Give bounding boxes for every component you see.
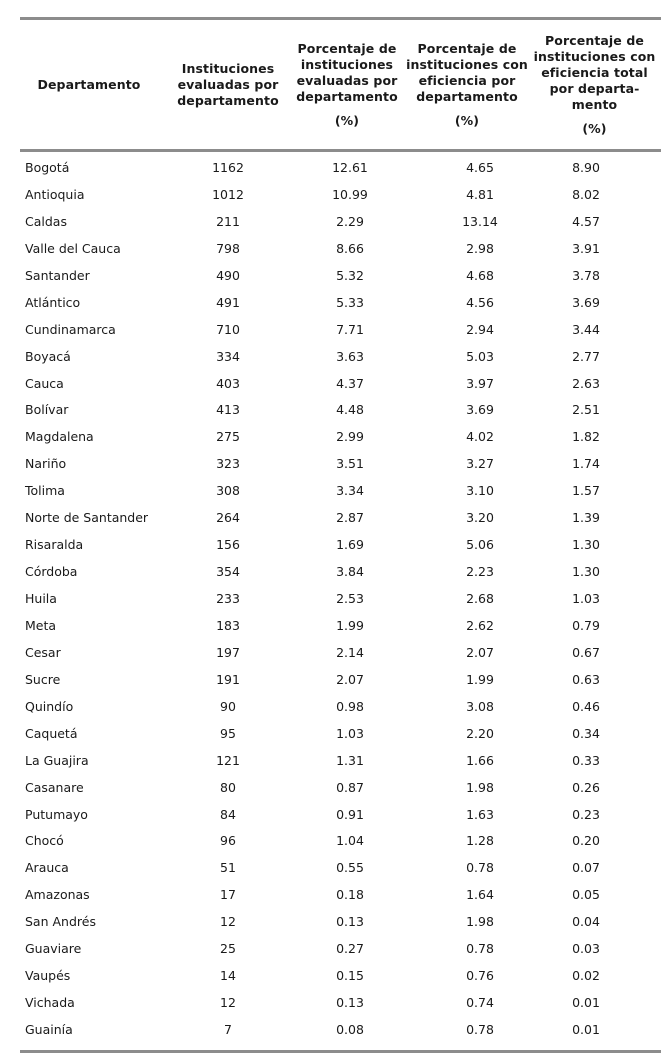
table-row	[20, 263, 661, 290]
table-row	[20, 882, 661, 909]
cell-departamento: Caquetá	[25, 725, 78, 741]
cell-porcentaje-evaluadas: 2.07	[336, 671, 364, 687]
cell-instituciones: 95	[220, 725, 236, 741]
cell-porcentaje-eficiencia-total: 8.90	[572, 160, 600, 175]
table-row	[20, 236, 661, 263]
table-row	[20, 371, 661, 398]
cell-porcentaje-eficiencia-total: 1.57	[572, 483, 600, 499]
cell-porcentaje-eficiencia: 3.20	[466, 510, 494, 526]
cell-porcentaje-evaluadas: 2.14	[336, 644, 364, 660]
table-row	[20, 855, 661, 882]
cell-porcentaje-eficiencia: 1.98	[466, 779, 494, 795]
cell-porcentaje-evaluadas: 1.31	[336, 752, 364, 768]
cell-departamento: Putumayo	[25, 806, 88, 822]
cell-instituciones: 323	[216, 456, 240, 472]
cell-porcentaje-eficiencia-total: 3.78	[572, 267, 600, 283]
cell-instituciones: 7	[224, 1022, 232, 1037]
cell-instituciones: 17	[220, 887, 236, 903]
cell-instituciones: 25	[220, 941, 236, 957]
header-text: Instituciones evaluadas por departamento	[177, 60, 279, 108]
cell-porcentaje-evaluadas: 1.99	[336, 617, 364, 633]
table-row	[20, 586, 661, 613]
table-row	[20, 209, 661, 236]
cell-porcentaje-eficiencia: 3.27	[466, 456, 494, 472]
bottom-rule	[20, 1050, 661, 1053]
table-row	[20, 478, 661, 505]
cell-departamento: Arauca	[25, 860, 69, 876]
cell-departamento: Antioquia	[25, 186, 85, 202]
cell-porcentaje-eficiencia: 4.02	[466, 429, 494, 445]
cell-instituciones: 96	[220, 833, 236, 849]
cell-porcentaje-evaluadas: 0.18	[336, 887, 364, 903]
cell-departamento: Vichada	[25, 995, 75, 1011]
cell-departamento: Atlántico	[25, 294, 81, 310]
header-unit: (%)	[334, 112, 360, 128]
cell-departamento: Guaviare	[25, 941, 82, 957]
cell-porcentaje-evaluadas: 3.63	[336, 348, 364, 364]
cell-porcentaje-evaluadas: 5.32	[336, 267, 364, 283]
header-text: Porcentaje de instituciones con eficiencia por departamento	[406, 40, 528, 104]
cell-porcentaje-eficiencia: 1.66	[466, 752, 494, 768]
cell-porcentaje-evaluadas: 0.13	[336, 914, 364, 930]
table-row	[20, 1017, 661, 1044]
cell-porcentaje-eficiencia: 2.98	[466, 240, 494, 256]
cell-porcentaje-evaluadas: 1.04	[336, 833, 364, 849]
cell-porcentaje-eficiencia-total: 1.82	[572, 429, 600, 445]
cell-instituciones: 308	[216, 483, 240, 499]
cell-porcentaje-evaluadas: 7.71	[336, 321, 364, 337]
table-row	[20, 909, 661, 936]
cell-departamento: Cundinamarca	[25, 321, 116, 337]
table-row	[20, 694, 661, 721]
cell-porcentaje-eficiencia: 2.94	[466, 321, 494, 337]
cell-porcentaje-evaluadas: 2.87	[336, 510, 364, 526]
header-porcentaje-evaluadas	[290, 20, 404, 149]
cell-porcentaje-eficiencia-total: 8.02	[572, 186, 600, 202]
cell-departamento: La Guajira	[25, 752, 89, 768]
cell-departamento: Risaralda	[25, 537, 84, 553]
cell-porcentaje-eficiencia: 3.97	[466, 375, 494, 391]
cell-porcentaje-eficiencia-total: 1.30	[572, 537, 600, 553]
header-text: Porcentaje de instituciones evaluadas por departamento	[296, 40, 398, 104]
cell-porcentaje-eficiencia: 5.06	[466, 537, 494, 553]
cell-instituciones: 191	[216, 671, 240, 687]
cell-departamento: Boyacá	[25, 348, 71, 364]
cell-porcentaje-evaluadas: 4.37	[336, 375, 364, 391]
cell-departamento: Chocó	[25, 833, 64, 849]
cell-departamento: San Andrés	[25, 914, 96, 930]
cell-porcentaje-eficiencia: 2.20	[466, 725, 494, 741]
cell-porcentaje-eficiencia: 3.08	[466, 698, 494, 714]
cell-porcentaje-eficiencia: 1.98	[466, 914, 494, 930]
header-text: Departamento	[37, 76, 141, 92]
header-departamento	[20, 20, 158, 149]
cell-departamento: Guainía	[25, 1022, 73, 1037]
cell-porcentaje-eficiencia-total: 0.20	[572, 833, 600, 849]
cell-porcentaje-eficiencia: 0.78	[466, 860, 494, 876]
table-row	[20, 155, 661, 182]
cell-departamento: Bogotá	[25, 160, 70, 175]
cell-instituciones: 403	[216, 375, 240, 391]
cell-instituciones: 264	[216, 510, 240, 526]
cell-porcentaje-eficiencia: 1.63	[466, 806, 494, 822]
cell-instituciones: 275	[216, 429, 240, 445]
cell-porcentaje-eficiencia-total: 0.46	[572, 698, 600, 714]
cell-porcentaje-eficiencia-total: 0.01	[572, 1022, 600, 1037]
cell-porcentaje-eficiencia-total: 1.74	[572, 456, 600, 472]
cell-instituciones: 334	[216, 348, 240, 364]
cell-porcentaje-evaluadas: 8.66	[336, 240, 364, 256]
cell-departamento: Cauca	[25, 375, 64, 391]
cell-porcentaje-eficiencia: 4.81	[466, 186, 494, 202]
table-row	[20, 505, 661, 532]
cell-porcentaje-eficiencia: 1.28	[466, 833, 494, 849]
cell-instituciones: 710	[216, 321, 240, 337]
cell-instituciones: 80	[220, 779, 236, 795]
header-porcentaje-eficiencia	[406, 20, 528, 149]
cell-porcentaje-eficiencia-total: 1.30	[572, 564, 600, 580]
cell-departamento: Tolima	[25, 483, 65, 499]
cell-departamento: Santander	[25, 267, 90, 283]
cell-porcentaje-evaluadas: 4.48	[336, 402, 364, 418]
cell-porcentaje-evaluadas: 0.27	[336, 941, 364, 957]
cell-instituciones: 90	[220, 698, 236, 714]
cell-instituciones: 211	[216, 213, 240, 229]
cell-porcentaje-eficiencia: 0.76	[466, 968, 494, 984]
cell-porcentaje-eficiencia: 1.64	[466, 887, 494, 903]
table-row	[20, 559, 661, 586]
cell-porcentaje-eficiencia-total: 4.57	[572, 213, 600, 229]
cell-instituciones: 233	[216, 591, 240, 606]
cell-departamento: Caldas	[25, 213, 67, 229]
cell-porcentaje-eficiencia-total: 0.23	[572, 806, 600, 822]
table-row	[20, 990, 661, 1017]
cell-porcentaje-eficiencia-total: 1.03	[572, 591, 600, 606]
header-unit: (%)	[454, 112, 480, 128]
table-row	[20, 532, 661, 559]
cell-porcentaje-evaluadas: 10.99	[332, 186, 368, 202]
cell-instituciones: 51	[220, 860, 236, 876]
cell-porcentaje-eficiencia: 4.65	[466, 160, 494, 175]
cell-porcentaje-eficiencia-total: 0.03	[572, 941, 600, 957]
cell-porcentaje-eficiencia-total: 3.91	[572, 240, 600, 256]
cell-instituciones: 12	[220, 995, 236, 1011]
table-row	[20, 613, 661, 640]
cell-departamento: Nariño	[25, 456, 67, 472]
table-row	[20, 397, 661, 424]
table-row	[20, 451, 661, 478]
cell-instituciones: 197	[216, 644, 240, 660]
cell-porcentaje-eficiencia: 2.07	[466, 644, 494, 660]
cell-instituciones: 413	[216, 402, 240, 418]
cell-instituciones: 490	[216, 267, 240, 283]
cell-porcentaje-evaluadas: 0.55	[336, 860, 364, 876]
cell-instituciones: 84	[220, 806, 236, 822]
cell-porcentaje-eficiencia-total: 0.01	[572, 995, 600, 1011]
cell-departamento: Meta	[25, 617, 57, 633]
header-instituciones-evaluadas	[170, 20, 286, 149]
header-text: Porcentaje de instituciones con eficiencia total por departa- mento	[533, 32, 656, 112]
table-row	[20, 936, 661, 963]
cell-porcentaje-eficiencia: 3.10	[466, 483, 494, 499]
cell-porcentaje-evaluadas: 12.61	[332, 160, 368, 175]
table-row	[20, 802, 661, 829]
cell-departamento: Sucre	[25, 671, 61, 687]
cell-departamento: Quindío	[25, 698, 74, 714]
cell-porcentaje-evaluadas: 0.91	[336, 806, 364, 822]
cell-departamento: Huila	[25, 591, 57, 606]
table-row	[20, 828, 661, 855]
table-row	[20, 963, 661, 990]
cell-porcentaje-eficiencia-total: 0.34	[572, 725, 600, 741]
cell-porcentaje-evaluadas: 0.87	[336, 779, 364, 795]
cell-porcentaje-evaluadas: 1.69	[336, 537, 364, 553]
cell-instituciones: 12	[220, 914, 236, 930]
table-row	[20, 748, 661, 775]
cell-departamento: Bolívar	[25, 402, 69, 418]
table-row	[20, 424, 661, 451]
cell-departamento: Vaupés	[25, 968, 71, 984]
cell-porcentaje-evaluadas: 2.29	[336, 213, 364, 229]
cell-porcentaje-eficiencia-total: 2.51	[572, 402, 600, 418]
cell-porcentaje-eficiencia-total: 2.77	[572, 348, 600, 364]
table-row	[20, 182, 661, 209]
cell-porcentaje-eficiencia-total: 3.44	[572, 321, 600, 337]
cell-porcentaje-eficiencia-total: 0.07	[572, 860, 600, 876]
cell-porcentaje-eficiencia: 4.56	[466, 294, 494, 310]
cell-porcentaje-evaluadas: 0.15	[336, 968, 364, 984]
cell-porcentaje-eficiencia: 5.03	[466, 348, 494, 364]
cell-porcentaje-eficiencia: 13.14	[462, 213, 498, 229]
cell-porcentaje-eficiencia-total: 0.04	[572, 914, 600, 930]
cell-porcentaje-eficiencia-total: 0.05	[572, 887, 600, 903]
cell-porcentaje-evaluadas: 3.51	[336, 456, 364, 472]
cell-porcentaje-evaluadas: 2.99	[336, 429, 364, 445]
cell-departamento: Casanare	[25, 779, 84, 795]
table-header	[20, 20, 661, 149]
cell-porcentaje-eficiencia: 2.62	[466, 617, 494, 633]
cell-porcentaje-eficiencia-total: 0.02	[572, 968, 600, 984]
cell-departamento: Cesar	[25, 644, 61, 660]
table-row	[20, 317, 661, 344]
cell-porcentaje-evaluadas: 2.53	[336, 591, 364, 606]
cell-instituciones: 14	[220, 968, 236, 984]
table-row	[20, 290, 661, 317]
cell-instituciones: 183	[216, 617, 240, 633]
cell-departamento: Magdalena	[25, 429, 94, 445]
table-body	[20, 152, 661, 1050]
table-row	[20, 721, 661, 748]
table-row	[20, 640, 661, 667]
cell-departamento: Córdoba	[25, 564, 78, 580]
table-row	[20, 667, 661, 694]
cell-porcentaje-evaluadas: 3.84	[336, 564, 364, 580]
cell-porcentaje-eficiencia-total: 0.33	[572, 752, 600, 768]
cell-porcentaje-eficiencia: 2.68	[466, 591, 494, 606]
cell-porcentaje-eficiencia-total: 2.63	[572, 375, 600, 391]
table-row	[20, 344, 661, 371]
cell-instituciones: 156	[216, 537, 240, 553]
cell-porcentaje-eficiencia-total: 0.67	[572, 644, 600, 660]
data-table	[20, 17, 661, 1053]
cell-porcentaje-evaluadas: 0.08	[336, 1022, 364, 1037]
cell-instituciones: 121	[216, 752, 240, 768]
cell-porcentaje-eficiencia-total: 0.63	[572, 671, 600, 687]
cell-porcentaje-evaluadas: 0.13	[336, 995, 364, 1011]
cell-porcentaje-eficiencia: 2.23	[466, 564, 494, 580]
cell-porcentaje-evaluadas: 5.33	[336, 294, 364, 310]
cell-porcentaje-eficiencia-total: 0.79	[572, 617, 600, 633]
cell-porcentaje-evaluadas: 3.34	[336, 483, 364, 499]
cell-porcentaje-eficiencia: 0.78	[466, 941, 494, 957]
cell-instituciones: 798	[216, 240, 240, 256]
cell-porcentaje-eficiencia: 4.68	[466, 267, 494, 283]
cell-porcentaje-eficiencia: 1.99	[466, 671, 494, 687]
cell-porcentaje-eficiencia-total: 3.69	[572, 294, 600, 310]
cell-porcentaje-eficiencia: 0.78	[466, 1022, 494, 1037]
cell-departamento: Valle del Cauca	[25, 240, 121, 256]
cell-departamento: Norte de Santander	[25, 510, 149, 526]
table-row	[20, 775, 661, 802]
cell-porcentaje-eficiencia: 0.74	[466, 995, 494, 1011]
cell-instituciones: 354	[216, 564, 240, 580]
cell-porcentaje-eficiencia: 3.69	[466, 402, 494, 418]
cell-instituciones: 1162	[212, 160, 244, 175]
header-porcentaje-eficiencia-total	[528, 20, 661, 149]
cell-instituciones: 1012	[212, 186, 244, 202]
cell-porcentaje-eficiencia-total: 1.39	[572, 510, 600, 526]
cell-porcentaje-eficiencia-total: 0.26	[572, 779, 600, 795]
cell-departamento: Amazonas	[25, 887, 90, 903]
header-unit: (%)	[582, 120, 607, 136]
cell-instituciones: 491	[216, 294, 240, 310]
cell-porcentaje-evaluadas: 1.03	[336, 725, 364, 741]
cell-porcentaje-evaluadas: 0.98	[336, 698, 364, 714]
